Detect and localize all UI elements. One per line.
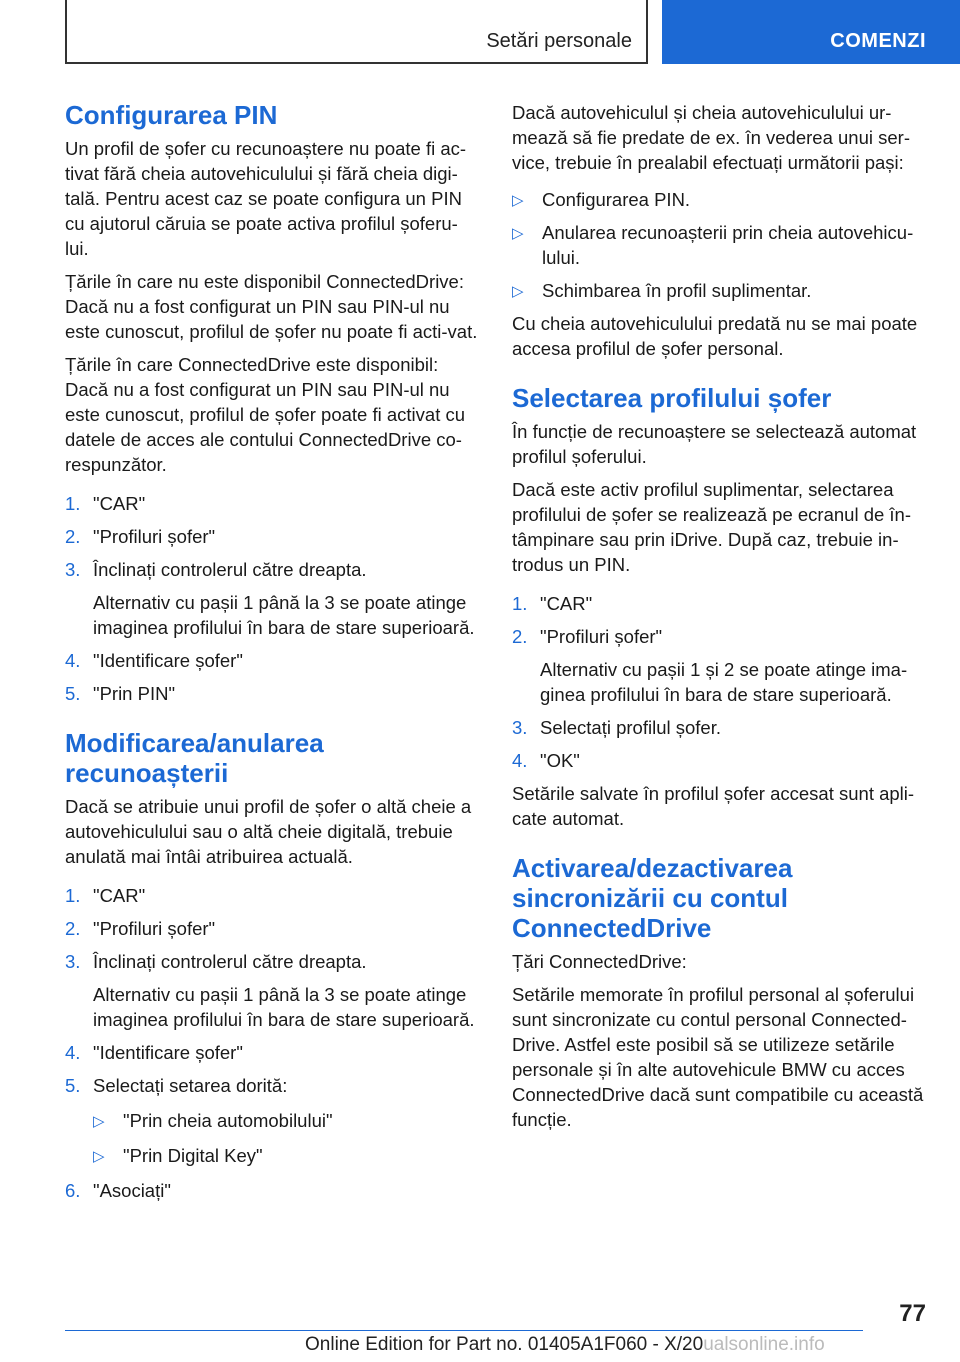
step-number: 1. [65, 493, 81, 514]
step-text: "Identificare șofer" [93, 1042, 243, 1063]
list-item [65, 949, 478, 1032]
list-item [512, 715, 930, 740]
triangle-bullet-icon: ▷ [512, 192, 524, 209]
paragraph: Țările în care ConnectedDrive este disponibil: Dacă nu a fost configurat un PIN sau PIN-ul nu este cunoscut, profilul de șofer poate fi activat cu datele de acces ale contului ConnectedDrive co-respunzător. [65, 354, 466, 475]
list-item [65, 681, 478, 706]
step-text: "CAR" [93, 493, 146, 514]
step-text: Selectați setarea dorită: [93, 1075, 288, 1096]
step-text: "Identificare șofer" [93, 650, 243, 671]
steps-list-pin [65, 491, 478, 706]
paragraph: Setările salvate în profilul șofer accesat sunt apli-cate automat. [512, 783, 915, 829]
step-number: 6. [65, 1180, 81, 1201]
chapter-title: COMENZI [830, 30, 926, 52]
section-tab[interactable] [65, 0, 648, 64]
list-item [512, 624, 930, 707]
list-item [65, 883, 478, 908]
section-title: Setări personale [486, 30, 632, 52]
step-text: "Asociați" [93, 1180, 171, 1201]
step-number: 1. [512, 593, 528, 614]
bullet-item [512, 278, 930, 303]
edition-text: Online Edition for Part no. 01405A1F060 - X/20 [305, 1334, 704, 1355]
list-item [65, 524, 478, 549]
list-item [65, 1073, 478, 1168]
footer-divider [65, 1330, 863, 1331]
right-column [512, 100, 930, 1140]
step-number: 3. [65, 559, 81, 580]
triangle-bullet-icon: ▷ [93, 1148, 105, 1165]
step-number: 5. [65, 1075, 81, 1096]
bullet-item [512, 220, 930, 270]
step-number: 2. [65, 526, 81, 547]
paragraph: Țări ConnectedDrive: [512, 951, 687, 972]
step-number: 4. [512, 750, 528, 771]
heading-sync-connecteddrive: Activarea/dezactivarea sincronizării cu contul ConnectedDrive [512, 853, 793, 943]
list-item [512, 591, 930, 616]
step-number: 4. [65, 650, 81, 671]
step-number: 3. [65, 951, 81, 972]
bullet-text: Configurarea PIN. [542, 189, 691, 210]
step-number: 2. [512, 626, 528, 647]
step-text: "CAR" [540, 593, 593, 614]
list-item [65, 557, 478, 640]
bullet-text: Schimbarea în profil suplimentar. [542, 280, 812, 301]
step-number: 2. [65, 918, 81, 939]
step-number: 3. [512, 717, 528, 738]
list-item [65, 491, 478, 516]
step-text: "Profiluri șofer" [93, 526, 216, 547]
step-text: "CAR" [93, 885, 146, 906]
sub-option-text: "Prin cheia automobilului" [123, 1110, 333, 1131]
paragraph: Țările în care nu este disponibil ConnectedDrive: Dacă nu a fost configurat un PIN sau PIN-ul nu este cunoscut, profilul de șofer nu poate fi acti-vat. [65, 271, 478, 342]
step-number: 4. [65, 1042, 81, 1063]
triangle-bullet-icon: ▷ [93, 1113, 105, 1130]
sub-option-text: "Prin Digital Key" [123, 1145, 263, 1166]
triangle-bullet-icon: ▷ [512, 283, 524, 300]
paragraph: Cu cheia autovehiculului predată nu se mai poate accesa profilul de șofer personal. [512, 313, 918, 359]
list-item [65, 648, 478, 673]
list-item [65, 916, 478, 941]
step-text: "Profiluri șofer" [93, 918, 216, 939]
paragraph: Dacă este activ profilul suplimentar, selectarea profilului de șofer se realizează pe ecranul de în-tâmpinare sau prin iDrive. După caz, trebuie in-trodus un PIN. [512, 479, 912, 575]
footer-edition [305, 1334, 825, 1356]
heading-pin-setup: Configurarea PIN [65, 100, 278, 130]
page-number: 77 [899, 1300, 926, 1327]
paragraph: În funcție de recunoaștere se selectează automat profilul șoferului. [512, 421, 917, 467]
paragraph: Un profil de șofer cu recunoaștere nu poate fi ac-tivat fără cheia autovehiculului și fără cheia digi-tală. Pentru acest caz se poate configura un PIN cu ajutorul căruia se poate activa profilul șoferu-lui. [65, 138, 467, 259]
paragraph: Dacă autovehiculul și cheia autovehiculului ur-mează să fie predate de ex. în vederea unui ser-vice, trebuie în prealabil efectuați următorii pași: [512, 102, 910, 173]
step-number: 1. [65, 885, 81, 906]
sub-options [93, 1108, 478, 1168]
watermark: ualsonline.info [703, 1334, 825, 1355]
left-column [65, 100, 478, 1211]
step-text: Înclinați controlerul către dreapta. [93, 951, 367, 972]
bullet-text: Anularea recunoașterii prin cheia autovehicu-lului. [542, 222, 914, 268]
step-note: Alternativ cu pașii 1 până la 3 se poate atinge imaginea profilului în bara de stare superioară. [93, 984, 475, 1030]
step-text: "OK" [540, 750, 580, 771]
sub-option [93, 1143, 478, 1168]
bullet-list [512, 187, 930, 303]
step-note: Alternativ cu pașii 1 până la 3 se poate atinge imaginea profilului în bara de stare superioară. [93, 592, 475, 638]
bullet-item [512, 187, 930, 212]
step-number: 5. [65, 683, 81, 704]
step-note: Alternativ cu pașii 1 și 2 se poate atinge ima-ginea profilului în bara de stare superioară. [540, 659, 908, 705]
list-item [65, 1040, 478, 1065]
steps-list-change [65, 883, 478, 1203]
page-header [0, 0, 960, 66]
step-text: "Profiluri șofer" [540, 626, 663, 647]
heading-change-recognition: Modificarea/anularea recunoașterii [65, 728, 324, 788]
list-item [512, 748, 930, 773]
chapter-tab[interactable] [662, 0, 960, 64]
step-text: Înclinați controlerul către dreapta. [93, 559, 367, 580]
heading-select-profile: Selectarea profilului șofer [512, 383, 832, 413]
step-text: Selectați profilul șofer. [540, 717, 721, 738]
paragraph: Setările memorate în profilul personal al șoferului sunt sincronizate cu contul personal Connected-Drive. Astfel este posibil să se utilizeze setările personale și în alte autovehicule BMW cu acces ConnectedDrive dacă sunt compatibile cu această funcție. [512, 984, 924, 1130]
sub-option [93, 1108, 478, 1133]
step-text: "Prin PIN" [93, 683, 176, 704]
triangle-bullet-icon: ▷ [512, 225, 524, 242]
list-item [65, 1178, 478, 1203]
paragraph: Dacă se atribuie unui profil de șofer o altă cheie a autovehiculului sau o altă cheie digitală, trebuie anulată mai întâi atribuirea actuală. [65, 796, 472, 867]
steps-list-select [512, 591, 930, 773]
